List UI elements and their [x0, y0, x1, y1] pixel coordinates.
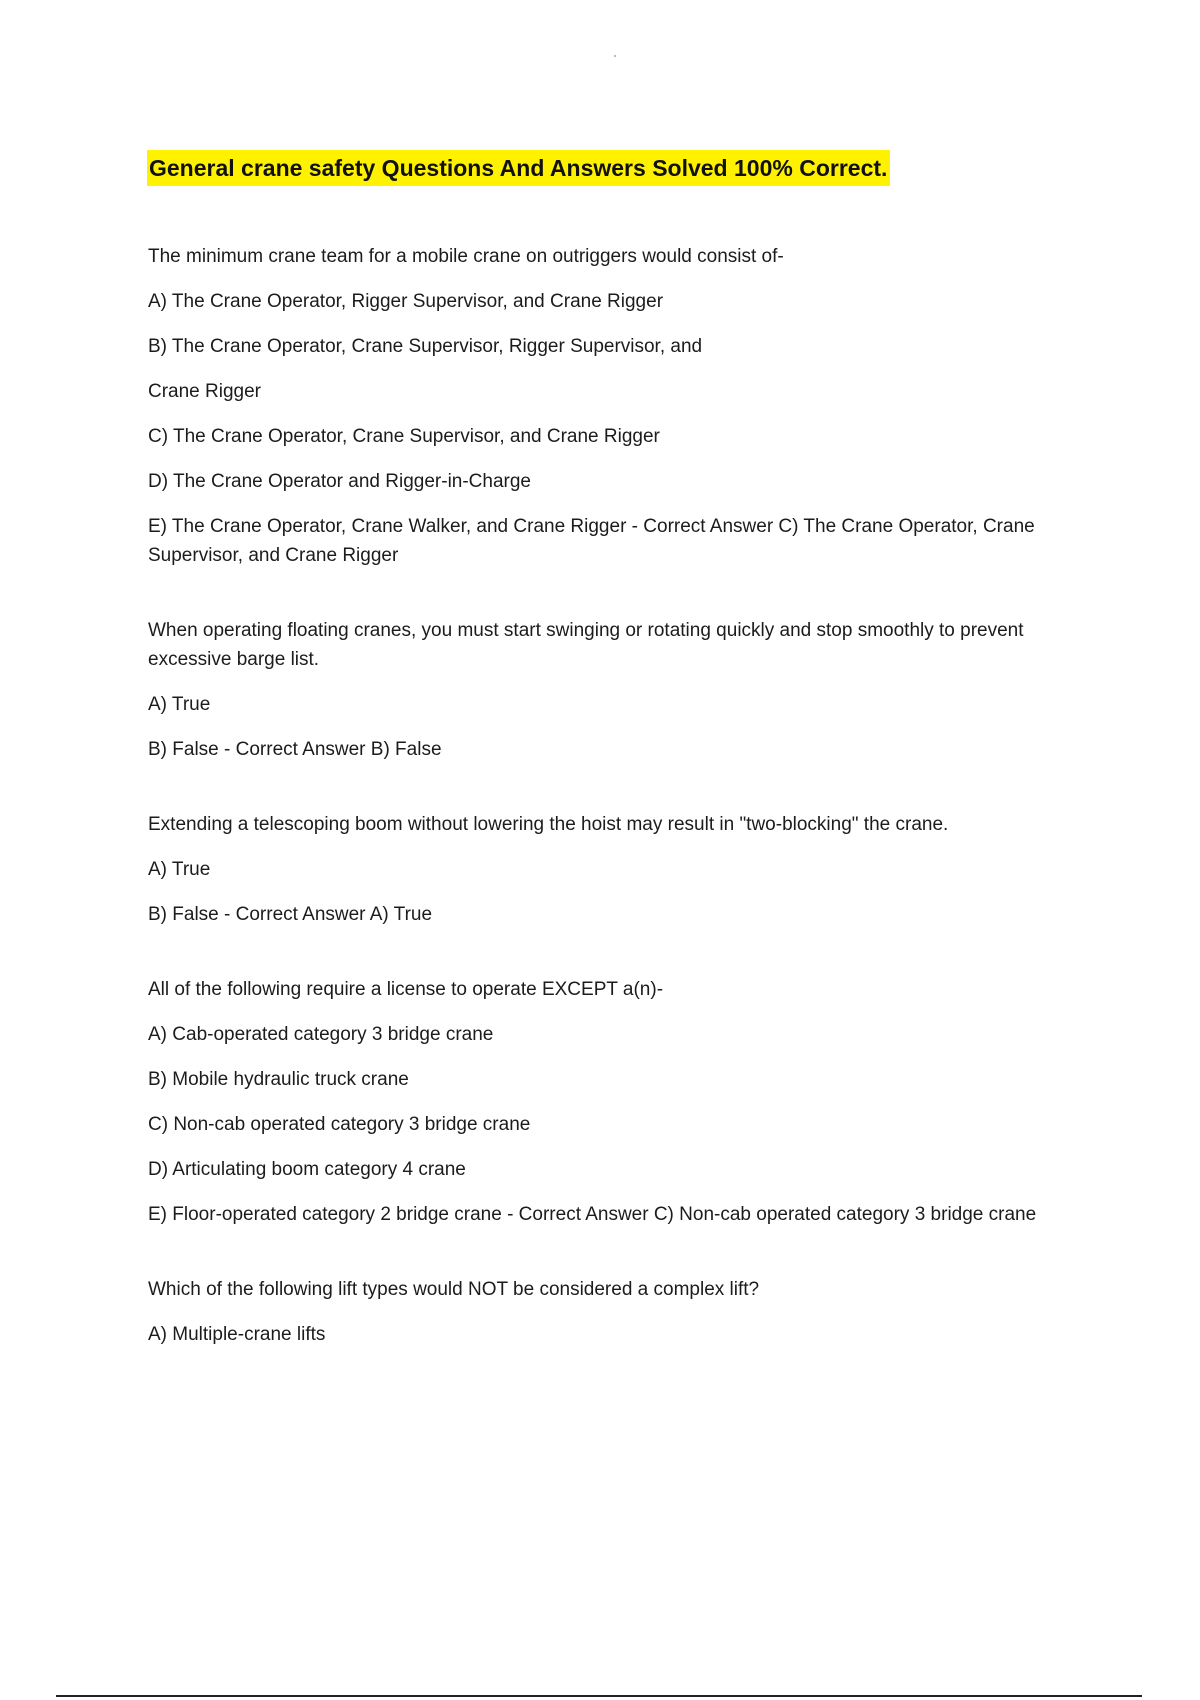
answer-option: B) The Crane Operator, Crane Supervisor, Rigger Supervisor, and	[148, 336, 703, 357]
page-mark	[614, 55, 616, 57]
question-text: All of the following require a license to operate EXCEPT a(n)-	[148, 979, 664, 1000]
page-bottom-rule	[56, 1695, 1142, 1697]
question-block	[148, 242, 1088, 570]
answer-option: A) The Crane Operator, Rigger Supervisor, and Crane Rigger	[148, 291, 664, 312]
answer-option: A) True	[148, 694, 211, 715]
question-block	[148, 616, 1088, 764]
answer-option: C) Non-cab operated category 3 bridge crane	[148, 1114, 531, 1135]
answer-option: A) Multiple-crane lifts	[148, 1324, 326, 1345]
question-text: Which of the following lift types would NOT be considered a complex lift?	[148, 1279, 760, 1300]
answer-option-with-correct-answer: E) Floor-operated category 2 bridge crane - Correct Answer C) Non-cab operated category 3 bridge crane	[148, 1204, 1037, 1225]
document-title: General crane safety Questions And Answers Solved 100% Correct.	[147, 150, 890, 186]
qa-content	[148, 242, 1088, 1395]
question-text: Extending a telescoping boom without lowering the hoist may result in "two-blocking" the crane.	[148, 814, 949, 835]
answer-option: B) Mobile hydraulic truck crane	[148, 1069, 409, 1090]
question-text: The minimum crane team for a mobile crane on outriggers would consist of-	[148, 246, 784, 267]
question-block	[148, 1275, 1088, 1349]
answer-option: D) Articulating boom category 4 crane	[148, 1159, 466, 1180]
answer-option-with-correct-answer: E) The Crane Operator, Crane Walker, and Crane Rigger - Correct Answer C) The Crane Operator, Crane Supervisor, and Crane Rigger	[148, 516, 1035, 566]
answer-option: A) Cab-operated category 3 bridge crane	[148, 1024, 494, 1045]
question-text: When operating floating cranes, you must start swinging or rotating quickly and stop smoothly to prevent excessive barge list.	[148, 620, 1024, 670]
title-block	[147, 150, 890, 186]
answer-option: C) The Crane Operator, Crane Supervisor, and Crane Rigger	[148, 426, 660, 447]
answer-option-with-correct-answer: B) False - Correct Answer A) True	[148, 904, 433, 925]
answer-option-continued: Crane Rigger	[148, 381, 261, 402]
answer-option: A) True	[148, 859, 211, 880]
answer-option-with-correct-answer: B) False - Correct Answer B) False	[148, 739, 442, 760]
answer-option: D) The Crane Operator and Rigger-in-Charge	[148, 471, 531, 492]
question-block	[148, 975, 1088, 1229]
question-block	[148, 810, 1088, 929]
